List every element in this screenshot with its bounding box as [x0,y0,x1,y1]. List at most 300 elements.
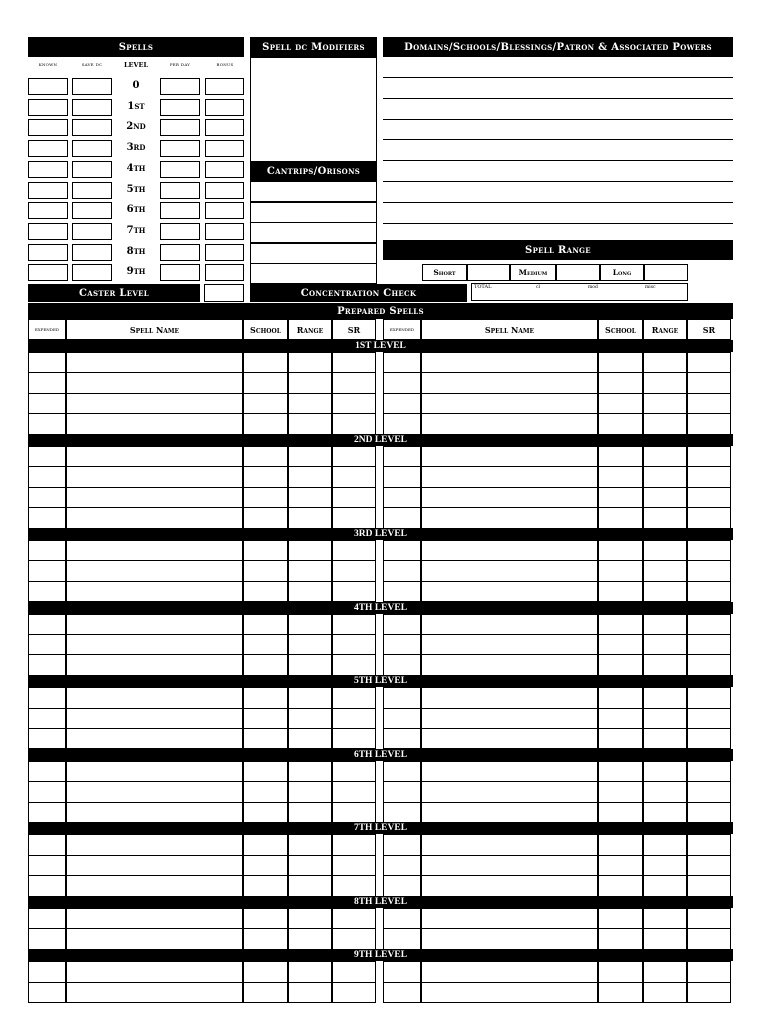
spells-known-field[interactable] [28,264,68,281]
spells-known-field[interactable] [28,223,68,240]
school-field[interactable] [243,487,288,508]
range-field[interactable] [643,908,687,929]
range-field[interactable] [643,802,687,823]
spell-name-field[interactable] [421,560,598,581]
sr-field[interactable] [332,761,376,782]
spell-name-field[interactable] [421,961,598,982]
school-field[interactable] [243,446,288,467]
range-field[interactable] [643,466,687,487]
range-field[interactable] [288,446,332,467]
expended-checkbox[interactable] [383,834,421,855]
save-dc-field[interactable] [72,140,112,157]
spell-name-field[interactable] [421,928,598,949]
sr-field[interactable] [332,614,376,635]
school-field[interactable] [598,875,643,896]
range-field[interactable] [643,372,687,393]
school-field[interactable] [243,781,288,802]
spell-name-field[interactable] [421,581,598,602]
bonus-spells-field[interactable] [205,244,244,261]
bonus-spells-field[interactable] [205,99,244,116]
cantrip-entry-field[interactable] [250,202,377,223]
school-field[interactable] [598,560,643,581]
spells-known-field[interactable] [28,78,68,95]
spell-name-field[interactable] [66,687,243,708]
spell-name-field[interactable] [66,487,243,508]
cantrip-entry-field[interactable] [250,243,377,264]
spell-name-field[interactable] [66,802,243,823]
school-field[interactable] [598,507,643,528]
spell-name-field[interactable] [66,982,243,1003]
school-field[interactable] [598,708,643,729]
sr-field[interactable] [687,393,731,414]
expended-checkbox[interactable] [383,372,421,393]
range-field[interactable] [643,875,687,896]
spell-name-field[interactable] [421,372,598,393]
bonus-spells-field[interactable] [205,161,244,178]
spells-per-day-field[interactable] [160,223,200,240]
range-field[interactable] [288,393,332,414]
sr-field[interactable] [332,875,376,896]
expended-checkbox[interactable] [28,413,66,434]
school-field[interactable] [243,982,288,1003]
spell-name-field[interactable] [421,393,598,414]
sr-field[interactable] [687,761,731,782]
save-dc-field[interactable] [72,202,112,219]
sr-field[interactable] [332,908,376,929]
spell-name-field[interactable] [66,352,243,373]
sr-field[interactable] [687,634,731,655]
expended-checkbox[interactable] [383,761,421,782]
expended-checkbox[interactable] [28,855,66,876]
spell-dc-modifiers-field[interactable] [250,57,377,162]
spells-known-field[interactable] [28,140,68,157]
expended-checkbox[interactable] [383,466,421,487]
expended-checkbox[interactable] [28,761,66,782]
bonus-spells-field[interactable] [205,223,244,240]
expended-checkbox[interactable] [383,687,421,708]
spell-name-field[interactable] [66,372,243,393]
expended-checkbox[interactable] [383,560,421,581]
sr-field[interactable] [687,728,731,749]
spell-name-field[interactable] [421,728,598,749]
school-field[interactable] [598,834,643,855]
cantrip-entry-field[interactable] [250,222,377,243]
spell-name-field[interactable] [66,581,243,602]
range-field[interactable] [288,560,332,581]
school-field[interactable] [243,413,288,434]
spell-name-field[interactable] [66,855,243,876]
school-field[interactable] [243,834,288,855]
school-field[interactable] [598,581,643,602]
range-field[interactable] [643,487,687,508]
sr-field[interactable] [332,687,376,708]
domain-writing-line[interactable] [383,160,733,161]
expended-checkbox[interactable] [383,507,421,528]
spell-name-field[interactable] [66,507,243,528]
spells-per-day-field[interactable] [160,264,200,281]
expended-checkbox[interactable] [383,961,421,982]
school-field[interactable] [243,654,288,675]
range-field[interactable] [288,855,332,876]
expended-checkbox[interactable] [383,908,421,929]
sr-field[interactable] [687,855,731,876]
range-field[interactable] [643,761,687,782]
expended-checkbox[interactable] [28,446,66,467]
range-field[interactable] [288,581,332,602]
school-field[interactable] [598,393,643,414]
range-field[interactable] [288,961,332,982]
sr-field[interactable] [687,487,731,508]
expended-checkbox[interactable] [383,352,421,373]
sr-field[interactable] [332,634,376,655]
range-field[interactable] [643,961,687,982]
domain-writing-line[interactable] [383,139,733,140]
sr-field[interactable] [687,446,731,467]
bonus-spells-field[interactable] [205,78,244,95]
spell-name-field[interactable] [421,540,598,561]
sr-field[interactable] [687,614,731,635]
school-field[interactable] [243,372,288,393]
sr-field[interactable] [687,802,731,823]
school-field[interactable] [243,761,288,782]
spell-name-field[interactable] [66,781,243,802]
expended-checkbox[interactable] [383,728,421,749]
spell-name-field[interactable] [421,507,598,528]
expended-checkbox[interactable] [28,540,66,561]
school-field[interactable] [598,614,643,635]
spells-per-day-field[interactable] [160,99,200,116]
expended-checkbox[interactable] [28,507,66,528]
range-field[interactable] [643,614,687,635]
sr-field[interactable] [332,781,376,802]
range-field[interactable] [643,634,687,655]
cantrip-entry-field[interactable] [250,263,377,284]
concentration-check-field[interactable] [471,283,688,301]
school-field[interactable] [598,728,643,749]
range-field[interactable] [643,781,687,802]
spell-name-field[interactable] [421,352,598,373]
domain-writing-line[interactable] [383,77,733,78]
expended-checkbox[interactable] [28,928,66,949]
save-dc-field[interactable] [72,99,112,116]
range-field[interactable] [643,507,687,528]
school-field[interactable] [243,614,288,635]
spells-per-day-field[interactable] [160,202,200,219]
range-field[interactable] [643,834,687,855]
sr-field[interactable] [332,928,376,949]
range-field[interactable] [288,781,332,802]
sr-field[interactable] [332,708,376,729]
expended-checkbox[interactable] [383,781,421,802]
spell-name-field[interactable] [421,834,598,855]
sr-field[interactable] [687,834,731,855]
school-field[interactable] [598,634,643,655]
spell-name-field[interactable] [66,908,243,929]
expended-checkbox[interactable] [383,802,421,823]
spell-name-field[interactable] [66,961,243,982]
sr-field[interactable] [687,961,731,982]
range-field[interactable] [288,352,332,373]
spell-name-field[interactable] [421,982,598,1003]
expended-checkbox[interactable] [383,393,421,414]
expended-checkbox[interactable] [28,982,66,1003]
spell-name-field[interactable] [421,708,598,729]
spell-name-field[interactable] [66,875,243,896]
range-field[interactable] [643,352,687,373]
school-field[interactable] [243,908,288,929]
school-field[interactable] [243,560,288,581]
range-field[interactable] [288,708,332,729]
spell-name-field[interactable] [66,466,243,487]
school-field[interactable] [243,961,288,982]
spells-per-day-field[interactable] [160,244,200,261]
spells-per-day-field[interactable] [160,119,200,136]
spell-name-field[interactable] [421,781,598,802]
range-field[interactable] [288,728,332,749]
sr-field[interactable] [332,413,376,434]
sr-field[interactable] [687,581,731,602]
school-field[interactable] [243,875,288,896]
expended-checkbox[interactable] [28,654,66,675]
range-field[interactable] [643,540,687,561]
domain-writing-line[interactable] [383,98,733,99]
sr-field[interactable] [332,855,376,876]
school-field[interactable] [598,654,643,675]
expended-checkbox[interactable] [28,487,66,508]
expended-checkbox[interactable] [28,581,66,602]
range-field[interactable] [288,834,332,855]
spell-name-field[interactable] [421,687,598,708]
school-field[interactable] [243,708,288,729]
expended-checkbox[interactable] [28,614,66,635]
school-field[interactable] [243,687,288,708]
spell-name-field[interactable] [421,614,598,635]
school-field[interactable] [598,540,643,561]
cantrip-entry-field[interactable] [250,181,377,202]
spell-name-field[interactable] [66,614,243,635]
spell-name-field[interactable] [66,560,243,581]
school-field[interactable] [598,687,643,708]
school-field[interactable] [598,855,643,876]
sr-field[interactable] [687,982,731,1003]
spell-name-field[interactable] [66,708,243,729]
spell-name-field[interactable] [421,487,598,508]
expended-checkbox[interactable] [383,614,421,635]
spells-known-field[interactable] [28,161,68,178]
range-field[interactable] [643,654,687,675]
spell-name-field[interactable] [421,875,598,896]
domain-writing-line[interactable] [383,181,733,182]
spells-known-field[interactable] [28,182,68,199]
range-field[interactable] [288,654,332,675]
expended-checkbox[interactable] [28,781,66,802]
range-field[interactable] [643,982,687,1003]
sr-field[interactable] [687,781,731,802]
sr-field[interactable] [332,982,376,1003]
expended-checkbox[interactable] [383,540,421,561]
sr-field[interactable] [332,487,376,508]
short-range-field[interactable] [467,264,510,281]
sr-field[interactable] [687,560,731,581]
spell-name-field[interactable] [66,728,243,749]
save-dc-field[interactable] [72,119,112,136]
school-field[interactable] [598,446,643,467]
expended-checkbox[interactable] [383,654,421,675]
expended-checkbox[interactable] [28,834,66,855]
range-field[interactable] [288,413,332,434]
spell-name-field[interactable] [66,634,243,655]
long-range-field[interactable] [644,264,688,281]
bonus-spells-field[interactable] [205,264,244,281]
school-field[interactable] [243,928,288,949]
sr-field[interactable] [332,728,376,749]
spell-name-field[interactable] [421,761,598,782]
sr-field[interactable] [687,875,731,896]
spells-per-day-field[interactable] [160,140,200,157]
expended-checkbox[interactable] [383,855,421,876]
sr-field[interactable] [332,466,376,487]
school-field[interactable] [243,634,288,655]
sr-field[interactable] [332,507,376,528]
range-field[interactable] [643,446,687,467]
domain-writing-line[interactable] [383,223,733,224]
sr-field[interactable] [687,507,731,528]
range-field[interactable] [288,687,332,708]
sr-field[interactable] [332,352,376,373]
bonus-spells-field[interactable] [205,182,244,199]
school-field[interactable] [243,728,288,749]
school-field[interactable] [243,581,288,602]
range-field[interactable] [643,708,687,729]
range-field[interactable] [643,413,687,434]
sr-field[interactable] [687,413,731,434]
spells-known-field[interactable] [28,119,68,136]
range-field[interactable] [643,855,687,876]
range-field[interactable] [288,928,332,949]
range-field[interactable] [643,581,687,602]
sr-field[interactable] [332,581,376,602]
expended-checkbox[interactable] [28,634,66,655]
expended-checkbox[interactable] [383,708,421,729]
range-field[interactable] [643,728,687,749]
domain-writing-line[interactable] [383,119,733,120]
school-field[interactable] [243,352,288,373]
expended-checkbox[interactable] [28,560,66,581]
expended-checkbox[interactable] [28,728,66,749]
range-field[interactable] [288,487,332,508]
spell-name-field[interactable] [66,540,243,561]
spell-name-field[interactable] [66,834,243,855]
range-field[interactable] [288,540,332,561]
spell-name-field[interactable] [421,446,598,467]
range-field[interactable] [643,687,687,708]
expended-checkbox[interactable] [383,875,421,896]
school-field[interactable] [598,372,643,393]
expended-checkbox[interactable] [28,708,66,729]
bonus-spells-field[interactable] [205,119,244,136]
spell-name-field[interactable] [421,855,598,876]
school-field[interactable] [598,802,643,823]
expended-checkbox[interactable] [383,413,421,434]
caster-level-field[interactable] [204,284,244,302]
expended-checkbox[interactable] [28,393,66,414]
school-field[interactable] [598,781,643,802]
spell-name-field[interactable] [66,393,243,414]
sr-field[interactable] [332,834,376,855]
expended-checkbox[interactable] [28,908,66,929]
sr-field[interactable] [687,372,731,393]
school-field[interactable] [243,466,288,487]
medium-range-field[interactable] [556,264,600,281]
school-field[interactable] [598,961,643,982]
save-dc-field[interactable] [72,78,112,95]
expended-checkbox[interactable] [28,352,66,373]
bonus-spells-field[interactable] [205,202,244,219]
spells-per-day-field[interactable] [160,78,200,95]
sr-field[interactable] [687,654,731,675]
sr-field[interactable] [332,802,376,823]
school-field[interactable] [598,928,643,949]
expended-checkbox[interactable] [383,982,421,1003]
school-field[interactable] [598,761,643,782]
range-field[interactable] [288,466,332,487]
spell-name-field[interactable] [66,761,243,782]
expended-checkbox[interactable] [28,961,66,982]
school-field[interactable] [243,540,288,561]
school-field[interactable] [598,413,643,434]
bonus-spells-field[interactable] [205,140,244,157]
school-field[interactable] [598,908,643,929]
sr-field[interactable] [687,708,731,729]
school-field[interactable] [243,507,288,528]
expended-checkbox[interactable] [383,487,421,508]
range-field[interactable] [643,928,687,949]
spells-per-day-field[interactable] [160,182,200,199]
spell-name-field[interactable] [421,466,598,487]
sr-field[interactable] [687,466,731,487]
spells-known-field[interactable] [28,99,68,116]
sr-field[interactable] [687,928,731,949]
sr-field[interactable] [687,908,731,929]
school-field[interactable] [598,466,643,487]
save-dc-field[interactable] [72,244,112,261]
spell-name-field[interactable] [421,654,598,675]
school-field[interactable] [243,855,288,876]
sr-field[interactable] [687,540,731,561]
sr-field[interactable] [332,393,376,414]
spell-name-field[interactable] [421,908,598,929]
school-field[interactable] [243,393,288,414]
school-field[interactable] [243,802,288,823]
range-field[interactable] [288,761,332,782]
sr-field[interactable] [332,560,376,581]
sr-field[interactable] [687,687,731,708]
expended-checkbox[interactable] [383,928,421,949]
spells-per-day-field[interactable] [160,161,200,178]
expended-checkbox[interactable] [28,466,66,487]
expended-checkbox[interactable] [28,687,66,708]
sr-field[interactable] [332,654,376,675]
range-field[interactable] [288,614,332,635]
range-field[interactable] [643,393,687,414]
school-field[interactable] [598,982,643,1003]
expended-checkbox[interactable] [28,875,66,896]
spell-name-field[interactable] [66,928,243,949]
school-field[interactable] [598,352,643,373]
range-field[interactable] [288,875,332,896]
range-field[interactable] [288,507,332,528]
spell-name-field[interactable] [421,634,598,655]
